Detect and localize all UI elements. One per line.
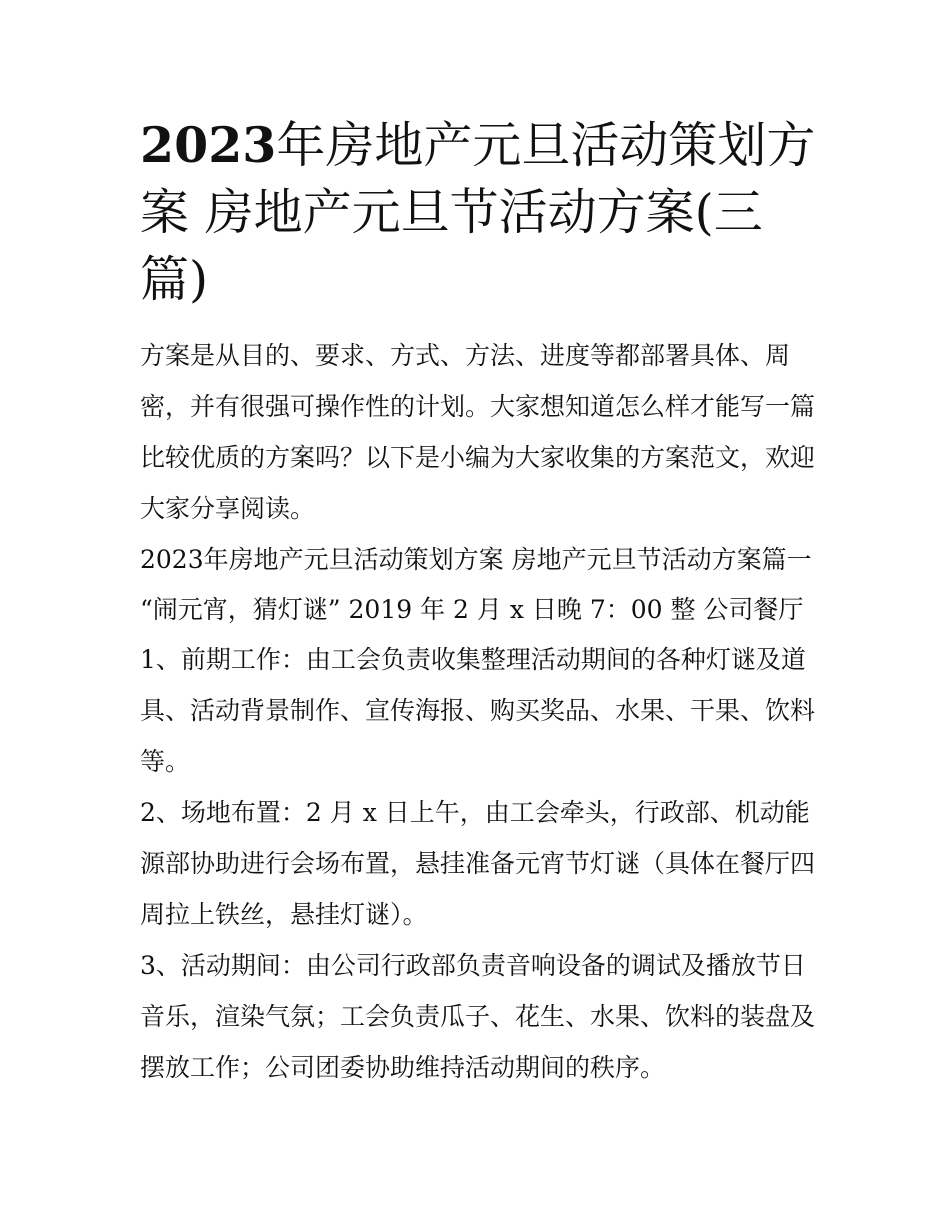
title-text: 年房地产元旦活动策划方案 房地产元旦节活动方案(三篇) [140, 117, 816, 308]
list-item-prep: 1、前期工作：由工会负责收集整理活动期间的各种灯谜及道具、活动背景制作、宣传海报、购买奖品、水果、干果、饮料等。 [140, 645, 816, 776]
title-year: 2023 [140, 116, 277, 174]
section-heading: 2023年房地产元旦活动策划方案 房地产元旦节活动方案篇一 [140, 545, 812, 574]
document-title [140, 112, 820, 313]
document-page [140, 112, 820, 1093]
event-line: “闹元宵，猜灯谜” 2019 年 2 月 x 日晚 7：00 整 公司餐厅 [140, 595, 804, 624]
intro-paragraph: 方案是从目的、要求、方式、方法、进度等都部署具体、周密，并有很强可操作性的计划。大家想知道怎么样才能写一篇比较优质的方案吗？以下是小编为大家收集的方案范文，欢迎大家分享阅读。 [140, 341, 816, 523]
list-item-venue: 2、场地布置：2 月 x 日上午，由工会牵头，行政部、机动能源部协助进行会场布置，悬挂准备元宵节灯谜（具体在餐厅四周拉上铁丝，悬挂灯谜）。 [140, 798, 816, 929]
list-item-activity: 3、活动期间：由公司行政部负责音响设备的调试及播放节日音乐，渲染气氛；工会负责瓜子、花生、水果、饮料的装盘及摆放工作；公司团委协助维持活动期间的秩序。 [140, 951, 816, 1082]
